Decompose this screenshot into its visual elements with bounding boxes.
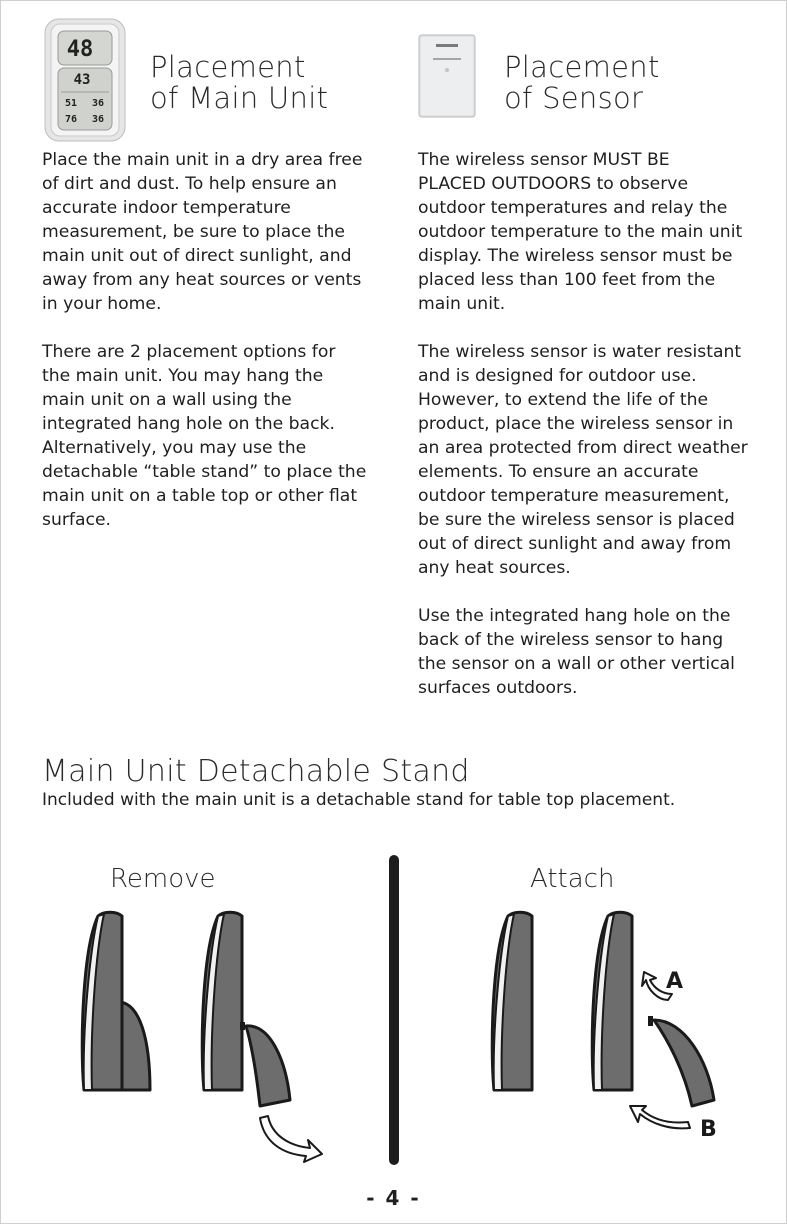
step-b-label: B (700, 1117, 717, 1142)
main-unit-heading-line1: Placement (150, 50, 306, 84)
remove-label: Remove (110, 864, 216, 894)
main-unit-heading-line2: of Main Unit (150, 81, 329, 115)
unit-without-stand-illustration (480, 910, 550, 1095)
display-reading-bl2: 76 (64, 114, 78, 125)
attach-arrow-b-icon (630, 1106, 690, 1128)
sensor-paragraph-3: Use the integrated hang hole on the back of the wireless sensor to hang the sensor on a wall or other vertical surfaces outdoors. (418, 606, 735, 698)
sensor-heading-line2: of Sensor (504, 81, 644, 115)
stand-section-title: Main Unit Detachable Stand (42, 754, 470, 789)
sensor-paragraph-2: The wireless sensor is water resistant and is designed for outdoor use. However, to extend the life of the product, place the wireless sensor in an area protected from direct weather elements. To ensure an accurate outdoor temperature measurement, be sure the wireless sensor is placed out of direct sunlight and away from any heat sources. (418, 342, 748, 578)
main-unit-image (44, 18, 126, 142)
attach-label: Attach (530, 864, 615, 894)
sensor-heading (504, 52, 660, 114)
main-unit-text (42, 148, 392, 532)
sensor-heading-line1: Placement (504, 50, 660, 84)
section-divider (389, 855, 399, 1165)
stand-removal-illustration (190, 910, 330, 1170)
stand-section-subtitle: Included with the main unit is a detachable stand for table top placement. (42, 790, 676, 810)
sensor-paragraph-1: The wireless sensor MUST BE PLACED OUTDOORS to observe outdoor temperatures and relay the outdoor temperature to the main unit display. The wireless sensor must be placed less than 100 feet from the main unit. (418, 150, 743, 314)
page-number: - 4 - (366, 1186, 421, 1210)
display-middle-reading: 43 (73, 72, 91, 88)
unit-with-stand-illustration (70, 910, 160, 1095)
sensor-logo-icon (436, 44, 458, 47)
stand-attach-illustration (580, 910, 730, 1150)
main-unit-paragraph-2: There are 2 placement options for the main unit. You may hang the main unit on a wall using the integrated hang hole on the back. Alternatively, you may use the detachable “table stand” to place the main unit on a table top or other flat surface. (42, 342, 367, 530)
step-a-label: A (666, 969, 684, 994)
sensor-image (418, 34, 476, 118)
main-unit-heading (150, 52, 328, 114)
display-top-reading: 48 (66, 37, 94, 62)
remove-arrow-icon (260, 1116, 322, 1162)
display-reading-br1: 36 (91, 98, 105, 109)
display-reading-bl1: 51 (64, 98, 78, 109)
display-reading-br2: 36 (91, 114, 105, 125)
sensor-text (418, 148, 778, 700)
main-unit-paragraph-1: Place the main unit in a dry area free of dirt and dust. To help ensure an accurate indoor temperature measurement, be sure to place the main unit out of direct sunlight, and away from any heat sources or vents in your home. (42, 150, 363, 314)
